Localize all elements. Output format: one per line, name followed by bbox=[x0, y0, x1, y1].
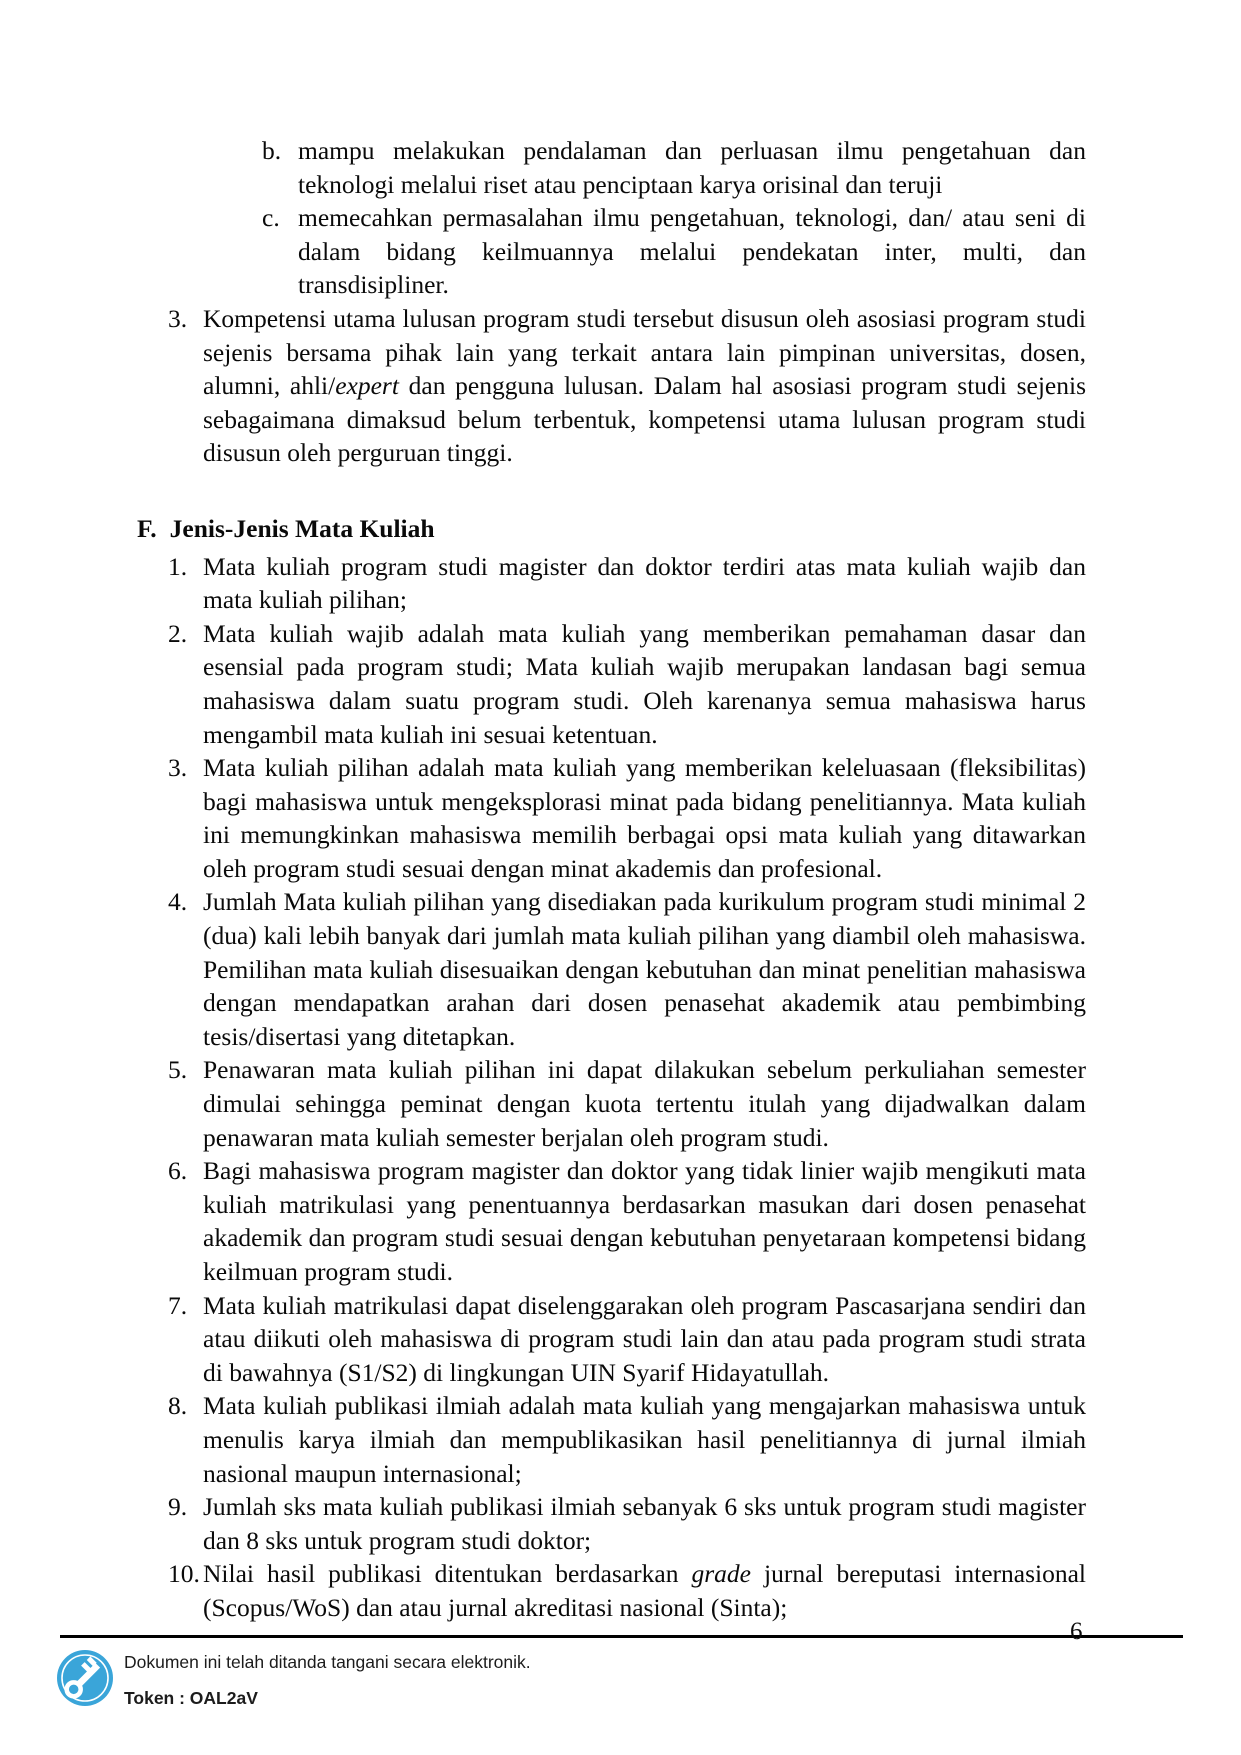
list-item-marker: 1. bbox=[168, 551, 188, 581]
list-item bbox=[168, 1389, 1086, 1490]
section-f-list bbox=[0, 550, 1241, 1625]
list-item-text: Bagi mahasiswa program magister dan doktor yang tidak linier wajib mengikuti mata kuliah matrikulasi yang penentuannya berdasarkan masukan dari dosen penasehat akademik dan program studi sesuai dengan kebutuhan penyetaraan kompetensi bidang keilmuan program studi. bbox=[203, 1156, 1086, 1286]
list-item bbox=[168, 1289, 1086, 1390]
list-item-text: Mata kuliah program studi magister dan doktor terdiri atas mata kuliah wajib dan mata kuliah pilihan; bbox=[203, 551, 1086, 615]
list-item bbox=[168, 550, 1086, 617]
list-item-text: Mata kuliah matrikulasi dapat diselenggarakan oleh program Pascasarjana sendiri dan atau diikuti oleh mahasiswa di program studi lain dan atau pada program studi strata di bawahnya (S1/S2) di lingkungan UIN Syarif Hidayatullah. bbox=[203, 1290, 1086, 1387]
esign-token: Token : OAL2aV bbox=[124, 1688, 258, 1708]
list-item bbox=[168, 1154, 1086, 1288]
esign-key-icon bbox=[57, 1650, 113, 1706]
list-item-text: Mata kuliah wajib adalah mata kuliah yang memberikan pemahaman dasar dan esensial pada program studi; Mata kuliah wajib merupakan landasan bagi semua mahasiswa dalam suatu program studi. Oleh karenanya semua mahasiswa harus mengambil mata kuliah ini sesuai ketentuan. bbox=[203, 618, 1086, 749]
list-item-marker: 7. bbox=[168, 1290, 188, 1320]
list-item-marker: 8. bbox=[168, 1391, 188, 1421]
list-item-marker: 4. bbox=[168, 887, 188, 917]
list-item-marker: 6. bbox=[168, 1156, 188, 1186]
list-item bbox=[262, 201, 1086, 302]
section-e-list bbox=[0, 134, 1241, 470]
esign-note: Dokumen ini telah ditanda tangani secara elektronik. bbox=[124, 1652, 531, 1672]
footer-rule bbox=[60, 1635, 1183, 1638]
list-item bbox=[168, 751, 1086, 885]
list-item-marker: c. bbox=[262, 203, 280, 233]
document-body bbox=[0, 134, 1241, 1625]
list-item-text: memecahkan permasalahan ilmu pengetahuan, teknologi, dan/ atau seni di dalam bidang keilmuannya melalui pendekatan inter, multi, dan transdisipliner. bbox=[298, 203, 1086, 300]
list-item-marker: b. bbox=[262, 136, 282, 165]
list-item-marker: 3. bbox=[168, 303, 188, 333]
footer-texts bbox=[124, 1652, 531, 1709]
section-f-title: Jenis-Jenis Mata Kuliah bbox=[169, 513, 435, 543]
list-item bbox=[168, 1053, 1086, 1154]
list-item-text: Mata kuliah pilihan adalah mata kuliah yang memberikan keleluasaan (fleksibilitas) bagi mahasiswa untuk mengeksplorasi minat pada bidang penelitiannya. Mata kuliah ini memungkinkan mahasiswa memilih berbagai opsi mata kuliah yang ditawarkan oleh program studi sesuai dengan minat akademis dan profesional. bbox=[203, 753, 1086, 883]
section-f-label: F. bbox=[137, 513, 157, 543]
list-item-text: Mata kuliah publikasi ilmiah adalah mata kuliah yang mengajarkan mahasiswa untuk menulis karya ilmiah dan mempublikasikan hasil penelitiannya di jurnal ilmiah nasional maupun internasional; bbox=[203, 1391, 1086, 1488]
list-item-text: Nilai hasil publikasi ditentukan berdasarkan grade jurnal bereputasi internasional (Scopus/WoS) dan atau jurnal akreditasi nasional (Sinta); bbox=[203, 1559, 1086, 1622]
list-item bbox=[168, 1490, 1086, 1557]
list-item-text: Jumlah Mata kuliah pilihan yang disediakan pada kurikulum program studi minimal 2 (dua) kali lebih banyak dari jumlah mata kuliah pilihan yang diambil oleh mahasiswa. Pemilihan mata kuliah disesuaikan dengan kebutuhan dan minat penelitian mahasiswa dengan mendapatkan arahan dari dosen penasehat akademik atau pembimbing tesis/disertasi yang ditetapkan. bbox=[203, 887, 1086, 1051]
list-item bbox=[168, 302, 1086, 470]
list-item-text: Kompetensi utama lulusan program studi tersebut disusun oleh asosiasi program studi sejenis bersama pihak lain yang terkait antara lain pimpinan universitas, dosen, alumni, ahli/expert dan pengguna lulusan. Dalam hal asosiasi program studi sejenis sebagaimana dimaksud belum terbentuk, kompetensi utama lulusan program studi disusun oleh perguruan tinggi. bbox=[203, 303, 1086, 468]
list-item-marker: 5. bbox=[168, 1055, 188, 1085]
list-item-text: Penawaran mata kuliah pilihan ini dapat dilakukan sebelum perkuliahan semester dimulai sehingga peminat dengan kuota tertentu itulah yang dijadwalkan dalam penawaran mata kuliah semester berjalan oleh program studi. bbox=[203, 1055, 1086, 1152]
list-item-text: mampu melakukan pendalaman dan perluasan ilmu pengetahuan dan teknologi melalui riset atau penciptaan karya orisinal dan teruji bbox=[298, 136, 1086, 199]
list-item-marker: 2. bbox=[168, 618, 188, 648]
page-number: 6 bbox=[1070, 1618, 1083, 1645]
list-item bbox=[168, 885, 1086, 1053]
list-item-marker: 9. bbox=[168, 1492, 188, 1522]
list-item-text: Jumlah sks mata kuliah publikasi ilmiah sebanyak 6 sks untuk program studi magister dan 8 sks untuk program studi doktor; bbox=[203, 1492, 1086, 1555]
list-item bbox=[168, 617, 1086, 751]
list-item-marker: 3. bbox=[168, 753, 188, 783]
list-item-marker: 10. bbox=[168, 1559, 200, 1589]
list-item bbox=[168, 1557, 1086, 1624]
section-f-heading bbox=[137, 512, 1241, 546]
list-item bbox=[262, 134, 1086, 201]
footer bbox=[57, 1650, 531, 1709]
